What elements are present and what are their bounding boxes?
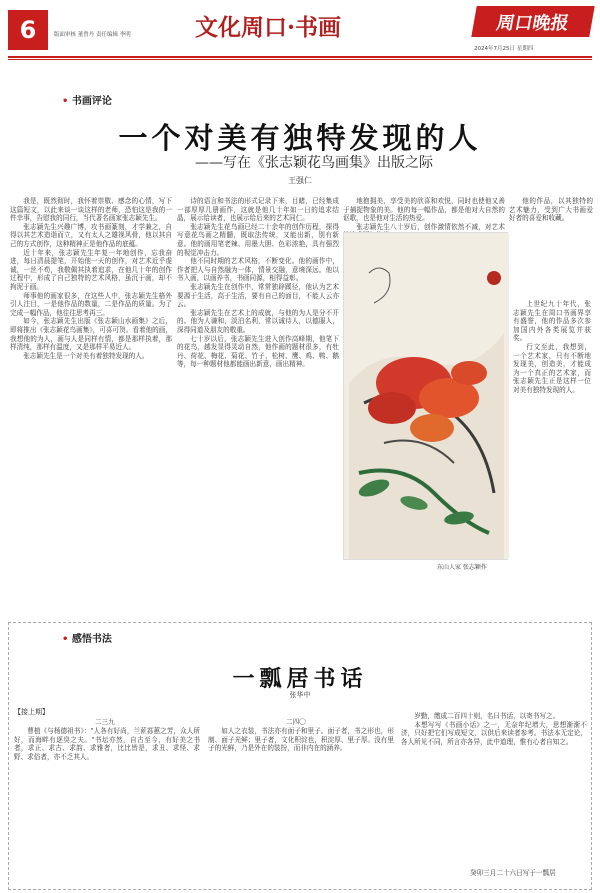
essay-column-3 [401, 712, 587, 887]
article-subtitle: ——写在《张志颖花鸟画集》出版之际 [195, 155, 433, 171]
header-rule [8, 56, 592, 58]
flower-painting-illustration [344, 233, 509, 559]
page-number: 6 [8, 10, 48, 50]
paragraph: 上世纪九十年代，张志颖先生在周口书画界享有盛誉，他的作品多次参加国内外各类展览并获奖。 [513, 300, 591, 343]
painting-image [343, 232, 508, 560]
section-number: 二四〇 [286, 718, 306, 726]
painting-caption: 东山人家 张志颖作 [437, 564, 487, 571]
article-author: 王强仁 [288, 176, 312, 185]
column-label-review: • 书画评论 [62, 96, 112, 107]
paragraph: 张志颖先生在艺术上的成就，与他的为人是分不开的。他为人谦和，淡泊名利，常以诚待人，以德服人，深得同道及朋友的敬重。 [177, 308, 339, 334]
paragraph: 张志颖先生在创作中，常常独辟蹊径，他认为艺术要源于生活，高于生活，要有自己的面目，不能人云亦云。 [177, 282, 339, 309]
paragraph: 张志颖先生兴趣广博，攻书画篆刻，才学兼之，自得以其艺术造诣而立，又有太人之雄视风骨，他以其自己的方式创作，这种精神正是他作品的底蕴。 [10, 222, 172, 248]
paragraph: 七十岁以后，张志颖先生进入创作高峰期，他笔下的花鸟，越发显得灵动自然，他作画的题材很多，有牡丹、荷花、梅花、菊花、竹子、松树、鹰、鸡、鸭、鹅等，每一种题材他都能画出新意，画出精神。 [177, 334, 339, 369]
paragraph: 曹植《与杨德祖书》："人各有好尚，兰茝荪蕙之芳，众人所好，而海畔有逐臭之夫。"书坛亦然，自古至今，有好美之书者，求正、求古、求韵、求雅者，比比皆是，求丑、求怪、求野、求俗者，亦不乏其人。 [14, 727, 200, 761]
paragraph: 师事他的画家很多，在这些人中，张志颖先生格外引人注目，一是他作品的数量，二是作品的质量。为了完成一幅作品，他往往思考再三。 [10, 291, 172, 317]
paragraph: 地抱拥美，享受美的欣喜和欢悦，同时也使他又善于捕捉物象的美。他的每一幅作品，都是他对大自然的讴歌，也是他对生活的热爱。 [343, 197, 505, 223]
header-rule-thin [8, 59, 592, 60]
article-column-1 [10, 197, 172, 615]
paragraph: 岁勤，缴成二百四十则，名曰书话，以寄书写之。 [414, 712, 560, 720]
article-column-4-lower [513, 300, 591, 615]
paragraph: 他不同时期的艺术风格，不断变化。他的画作中，作者把人与自然融为一体，情景交融，意境深远。他以书入画，以画养书，书画同源，相得益彰。 [177, 257, 339, 283]
issue-date: 2024年7月25日 星期四 [474, 46, 534, 52]
paragraph: 本想写写《书画小话》之一，无奈年纪增大，思想渐渐不济，只好把它们写成短文，以供后来读者参考。书法本无定论，各人所见不同，所言亦各异，此中道理，惟有心者自知之。 [401, 720, 587, 746]
paragraph: 张志颖先生花鸟画已经二十余年的创作历程，探得写意花鸟画之精髓，既取法传统，又能出新，别有新意。他的画用笔老辣、用墨大胆、色彩浓艳，具有强烈的视觉冲击力。 [177, 222, 339, 257]
article-column-4 [509, 197, 593, 297]
paragraph: 我是，既然彻时，我怀着崇敬、感念的心情，写下这篇短文，以此来谈一谈这样的老师，恐怕这是我的一件幸事，告慰我的同行，当代著名画家张志颖先生。 [10, 197, 172, 223]
essay-headline: 一瓢居书话 [232, 666, 368, 692]
article-headline: 一个对美有独特发现的人 [118, 121, 482, 155]
column-label-calligraphy: • 感悟书法 [62, 634, 112, 645]
article-column-2 [177, 197, 339, 615]
paragraph: 行文至此，我想到，一个艺术家，只有不断地发现美，创造美，才能成为一个真正的艺术家，而张志颖先生正是这样一位对美有独特发现的人。 [513, 342, 591, 394]
section-number: 二三九 [95, 718, 115, 726]
editor-credits: 版面审核 董曾丹 责任编辑 李明 [54, 32, 131, 38]
essay-author: 张华中 [289, 691, 311, 699]
newspaper-brand: 周口晚报 [471, 6, 594, 37]
paragraph: 诗的语言和书法的形式记录下来，目睹，已经集成一部厚厚几册画作，这就是他几十年如一日的追求结晶，展示给读者，也展示给后来的艺术同仁。 [177, 197, 339, 223]
paragraph: 如今，张志颖先生出版《张志颖山水画集》之后，即将推出《张志颖花鸟画集》，可喜可贺。看着他的画，我想他的为人，画与人是同样有情，都是那样执着，那样清纯，那样有温度，又是那样平易近人。 [10, 317, 172, 352]
essay-column-2 [208, 727, 394, 887]
paragraph: 张志颖先生是一个对美有着独特发现的人。 [23, 351, 149, 360]
essay-signature: 癸卯三月二十六日写于一瓢居 [470, 869, 556, 877]
page-header [0, 0, 600, 58]
essay-column-1 [14, 727, 200, 887]
paragraph: 他的作品，以其独特的艺术魅力，受到广大书画爱好者的喜爱和收藏。 [509, 197, 593, 223]
continued-tag: 【接上期】 [14, 708, 49, 716]
paragraph: 如人之衣装，书法亦有面子和里子。面子者，书之形也，形制、面子光鲜；里子者，文化积淀也，积淀厚、里子厚。没有里子的光鲜，乃是外在的装扮，而非内在的涵养。 [208, 727, 394, 753]
paragraph: 张志颖先生八十岁后，创作激情依然不减，对艺术 [356, 222, 505, 231]
paragraph: 近十年来，张志颖先生年复一年地创作，忘我奋进，每日清晨提笔，开始他一天的创作，对艺术近乎虔诚，一丝不苟，我敬佩其执着追求，在他几十年的创作过程中，形成了自己独特的艺术风格，虽沉于画，却不拘泥于画。 [10, 248, 172, 291]
section-title: 文化周口·书画 [195, 14, 342, 41]
